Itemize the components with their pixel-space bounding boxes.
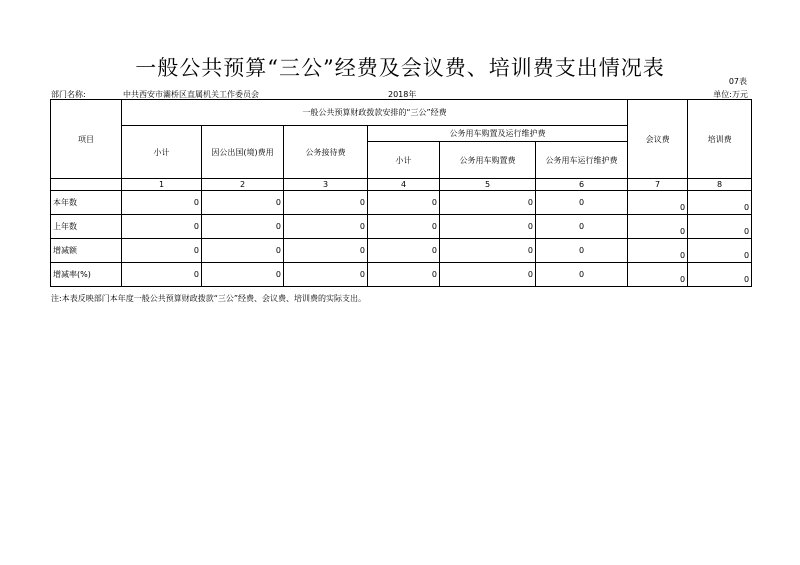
header-vehicle-subtotal: 小计 [368, 142, 440, 179]
table-cell: 0 [368, 215, 440, 239]
header-subtotal: 小计 [122, 126, 202, 179]
department-label: 部门名称: [51, 90, 86, 99]
header-training: 培训费 [688, 100, 752, 179]
table-cell: 0 [628, 263, 688, 287]
table-row [51, 215, 752, 239]
header-abroad: 因公出国(境)费用 [202, 126, 284, 179]
table-cell: 0 [628, 215, 688, 239]
table-cell: 0 [122, 263, 202, 287]
expense-table [50, 99, 752, 287]
column-number: 6 [536, 179, 628, 191]
table-cell: 0 [440, 191, 536, 215]
table-cell: 0 [688, 215, 752, 239]
table-row [51, 239, 752, 263]
table-cell: 0 [536, 263, 628, 287]
table-cell: 0 [440, 263, 536, 287]
table-cell: 0 [536, 239, 628, 263]
table-cell: 0 [122, 191, 202, 215]
table-cell: 0 [202, 215, 284, 239]
header-reception: 公务接待费 [284, 126, 368, 179]
table-cell: 0 [688, 191, 752, 215]
table-cell: 0 [284, 215, 368, 239]
header-vehicle-group: 公务用车购置及运行维护费 [368, 126, 628, 142]
column-number: 5 [440, 179, 536, 191]
header-vehicle-operation: 公务用车运行维护费 [536, 142, 628, 179]
table-cell: 0 [368, 239, 440, 263]
row-label: 增减率(%) [51, 263, 122, 287]
table-row [51, 191, 752, 215]
table-cell: 0 [536, 191, 628, 215]
header-sangong-group: 一般公共预算财政拨款安排的“三公”经费 [122, 100, 628, 126]
table-cell: 0 [284, 239, 368, 263]
table-cell: 0 [628, 191, 688, 215]
column-number-row [51, 179, 752, 191]
table-cell: 0 [368, 263, 440, 287]
row-label: 本年数 [51, 191, 122, 215]
page-title: 一般公共预算“三公”经费及会议费、培训费支出情况表 [135, 56, 665, 80]
table-cell: 0 [536, 215, 628, 239]
table-cell: 0 [688, 239, 752, 263]
form-number: 07表 [728, 77, 747, 86]
column-number: 2 [202, 179, 284, 191]
table-cell: 0 [440, 215, 536, 239]
table-cell: 0 [202, 263, 284, 287]
header-meeting: 会议费 [628, 100, 688, 179]
table-cell: 0 [202, 239, 284, 263]
column-number: 8 [688, 179, 752, 191]
column-number: 1 [122, 179, 202, 191]
column-number-blank [51, 179, 122, 191]
table-cell: 0 [122, 239, 202, 263]
table-cell: 0 [284, 263, 368, 287]
department-name: 中共西安市灞桥区直属机关工作委员会 [123, 90, 259, 99]
column-number: 3 [284, 179, 368, 191]
header-item: 项目 [51, 100, 122, 179]
table-cell: 0 [202, 191, 284, 215]
table-cell: 0 [628, 239, 688, 263]
table-row [51, 263, 752, 287]
row-label: 上年数 [51, 215, 122, 239]
column-number: 7 [628, 179, 688, 191]
table-cell: 0 [368, 191, 440, 215]
unit-label: 单位:万元 [713, 90, 748, 99]
table-note: 注:本表反映部门本年度一般公共预算财政拨款“三公”经费、会议费、培训费的实际支出。 [51, 294, 366, 303]
table-cell: 0 [440, 239, 536, 263]
row-label: 增减额 [51, 239, 122, 263]
column-number: 4 [368, 179, 440, 191]
table-cell: 0 [122, 215, 202, 239]
table-cell: 0 [688, 263, 752, 287]
header-vehicle-purchase: 公务用车购置费 [440, 142, 536, 179]
year-label: 2018年 [388, 90, 417, 99]
table-cell: 0 [284, 191, 368, 215]
